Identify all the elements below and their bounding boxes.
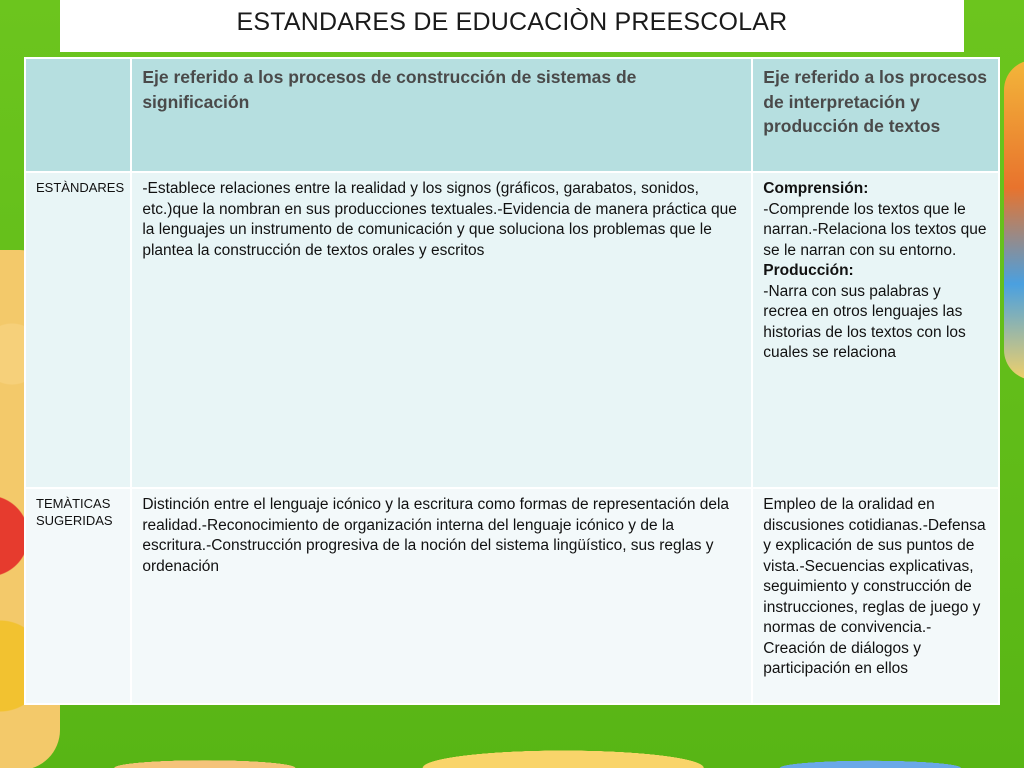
produccion-text: -Narra con sus palabras y recrea en otros lenguajes las historias de los textos con los cuales se relaciona: [763, 282, 966, 361]
cartoon-character-right: [1004, 60, 1024, 380]
table-header-row: [25, 58, 999, 172]
header-cell-interpretacion: Eje referido a los procesos de interpretación y producción de textos: [752, 58, 999, 172]
header-cell-construccion: Eje referido a los procesos de construcción de sistemas de significación: [131, 58, 752, 172]
standards-table: [24, 57, 1000, 705]
table-row: [25, 172, 999, 488]
row-label-estandares: ESTÀNDARES: [25, 172, 131, 488]
cell-estandares-construccion: -Establece relaciones entre la realidad y los signos (gráficos, garabatos, sonidos, etc.)que la nombran en sus producciones textuales.-Evidencia de manera práctica que la lenguajes un instrumento de comunicación y que soluciona los problemas que le plantea la construcción de textos orales y escritos: [131, 172, 752, 488]
header-cell-empty: [25, 58, 131, 172]
cell-tematicas-construccion: Distinción entre el lenguaje icónico y la escritura como formas de representación dela realidad.-Reconocimiento de organización interna del lenguaje icónico y de la escritura.-Construcción progresiva de la noción del sistema lingüístico, sus reglas y ordenación: [131, 488, 752, 704]
cartoon-characters-bottom: [0, 698, 1024, 768]
comprension-text: -Comprende los textos que le narran.-Relaciona los textos que se le narran con su entorno.: [763, 200, 987, 259]
comprension-heading: Comprensión:: [763, 180, 869, 197]
row-label-tematicas: TEMÀTICAS SUGERIDAS: [25, 488, 131, 704]
cell-estandares-interpretacion: [752, 172, 999, 488]
cell-tematicas-interpretacion: Empleo de la oralidad en discusiones cotidianas.-Defensa y explicación de sus puntos de vista.-Secuencias explicativas, seguimiento y construcción de instrucciones, reglas de juego y normas de convivencia.-Creación de diálogos y participación en ellos: [752, 488, 999, 704]
table-row: [25, 488, 999, 704]
produccion-heading: Producción:: [763, 262, 854, 279]
slide-title: ESTANDARES DE EDUCACIÒN PREESCOLAR: [236, 8, 788, 36]
